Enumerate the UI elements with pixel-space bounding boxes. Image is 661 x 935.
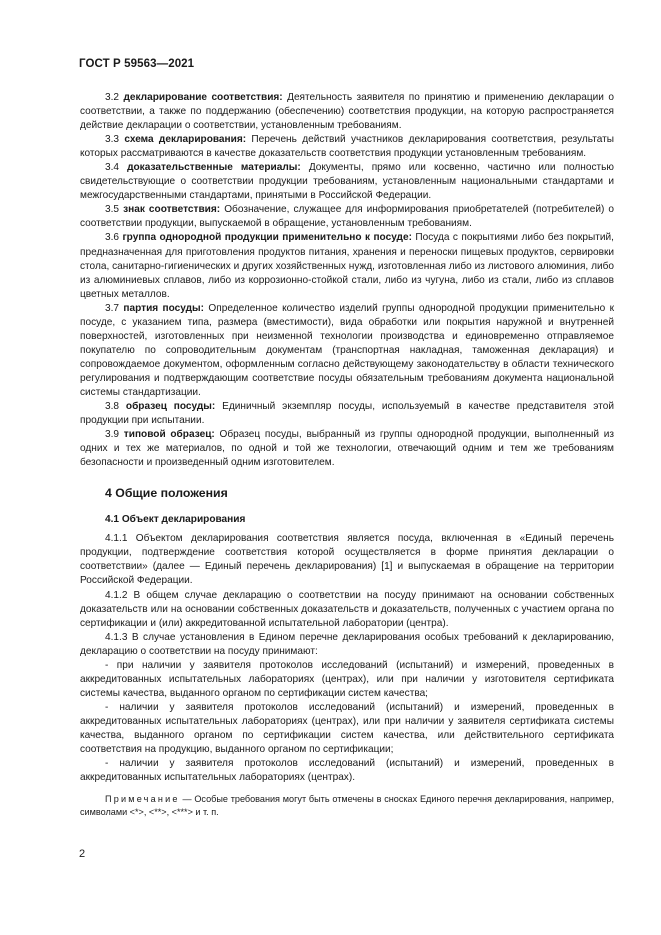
- paragraph-4-1-3: 4.1.3 В случае установления в Едином перечне декларирования особых требований к декларированию, декларацию о соответствии на посуду принимают:: [80, 631, 614, 657]
- term-name: знак соответствия:: [123, 204, 221, 216]
- term-definition: [80, 161, 614, 203]
- term-text: Обозначение, служащее для информирования приобретателей (потребителей) о соответствии продукции, выпускаемой в обращение, установленным требованиям.: [80, 204, 614, 230]
- term-definition: [80, 133, 614, 161]
- document-body: [80, 91, 614, 827]
- term-definition: [80, 231, 614, 301]
- term-name: группа однородной продукции применительно к посуде:: [122, 232, 412, 244]
- term-text: Определенное количество изделий группы однородной продукции применительно к посуде, с указанием типа, размера (вместимости), вида обработки или покрытия наружной и внутренней поверхностей, изготовленных при неизменной технологии производства и единовременно отправляемое покупателю по сопроводительным документам (транспортная накладная, таможенная декларация) и сопровождаемое документом, оформленным согласно действующему законодательству в области технического регулирования и подтверждающим соответствие посуды обязательным требованиям документа национальной системы стандартизации.: [80, 302, 614, 398]
- term-name: партия посуды:: [123, 302, 205, 314]
- term-name: образец посуды:: [125, 401, 216, 413]
- term-name: доказательственные материалы:: [127, 162, 301, 174]
- term-number: 3.9: [105, 429, 120, 441]
- paragraph-4-1-1: 4.1.1 Объектом декларирования соответствия является посуда, включенная в «Единый перечень продукции, подтверждение соответствия которой осуществляется в форме принятия декларации о соответствии» (далее — Единый перечень декларирования) [1] и выпускаемая в обращение на территории Российской Федерации.: [80, 533, 614, 587]
- subsection-4-1-heading: 4.1 Объект декларирования: [105, 514, 246, 526]
- term-definition: [80, 400, 614, 428]
- term-definition: [80, 302, 614, 400]
- term-text: Деятельность заявителя по принятию и применению декларации о соответствии, а также по поддержанию (обеспечению) соответствия продукции, на которую распространяется действие декларации о соответствии, установленным требованиям.: [80, 92, 614, 132]
- paragraph-4-1-2: 4.1.2 В общем случае декларацию о соответствии на посуду принимают на основании собственных доказательств или на основании собственных доказательств и доказательств, полученных с участием органа по сертификации и (или) аккредитованной испытательной лаборатории (центра).: [80, 589, 614, 629]
- term-definition: [80, 203, 614, 231]
- list-item: - при наличии у заявителя протоколов исследований (испытаний) и измерений, проведенных в аккредитованных испытательных лабораториях (центрах), или при наличии у изготовителя сертификата системы качества, выданного органом по сертификации систем качества;: [80, 659, 614, 699]
- term-text: Образец посуды, выбранный из группы однородной продукции, выполненный из одних и тех же материалов, по одной и той же технологии, отвечающий одним и тем же требованиям безопасности и произведенный одним изготовителем.: [80, 429, 614, 469]
- term-number: 3.6: [105, 232, 120, 244]
- term-number: 3.7: [105, 302, 120, 314]
- page-number: 2: [79, 848, 86, 860]
- term-definition: [80, 91, 614, 133]
- section-4-heading: 4 Общие положения: [105, 486, 228, 501]
- term-number: 3.5: [105, 204, 120, 216]
- note-label: Примечание: [105, 794, 180, 805]
- term-number: 3.2: [105, 92, 120, 103]
- term-name: типовой образец:: [123, 429, 215, 441]
- terms-list: [80, 91, 614, 470]
- term-text: Документы, прямо или косвенно, частично или полностью свидетельствующие о соответствии продукции требованиям, установленным национальными стандартами и межгосударственными стандартами, принятыми в Российской Федерации.: [80, 162, 614, 202]
- term-name: декларирование соответствия:: [123, 92, 283, 103]
- note-text: — Особые требования могут быть отмечены в сносках Единого перечня декларирования, например, символами <*>, <**>, <***> и т. п.: [80, 794, 614, 817]
- term-number: 3.3: [105, 134, 120, 146]
- term-name: схема декларирования:: [124, 134, 247, 146]
- term-number: 3.4: [105, 162, 120, 174]
- term-definition: [80, 428, 614, 470]
- term-text: Единичный экземпляр посуды, используемый в качестве представителя этой продукции при испытании.: [80, 401, 614, 427]
- term-text: Посуда с покрытиями либо без покрытий, предназначенная для приготовления продуктов питания, хранения и переноски пищевых продуктов, сервировки стола, санитарно-гигиенических и других хозяйственных нужд, изготовленная либо из листового алюминия, либо из алюминиевых сплавов, либо из коррозионно-стойкой стали, либо из чугуна, либо из стали, либо из сплавов цветных металлов.: [80, 232, 614, 300]
- standard-header: ГОСТ Р 59563—2021: [79, 58, 195, 70]
- note: [80, 793, 614, 818]
- list-item: - наличии у заявителя протоколов исследований (испытаний) и измерений, проведенных в аккредитованных испытательных лабораториях (центрах).: [80, 758, 614, 784]
- term-text: Перечень действий участников декларирования соответствия, результаты которых рассматриваются в качестве доказательств соответствия продукции установленным требованиям.: [80, 134, 614, 160]
- list-item: - наличии у заявителя протоколов исследований (испытаний) и измерений, проведенных в аккредитованных испытательных лабораториях (центрах), или при наличии у заявителя сертификата системы качества, выданного органом по сертификации систем качества, или действительного сертификата соответствия на продукцию, выданного органом по сертификации;: [80, 701, 614, 756]
- term-number: 3.8: [105, 401, 120, 413]
